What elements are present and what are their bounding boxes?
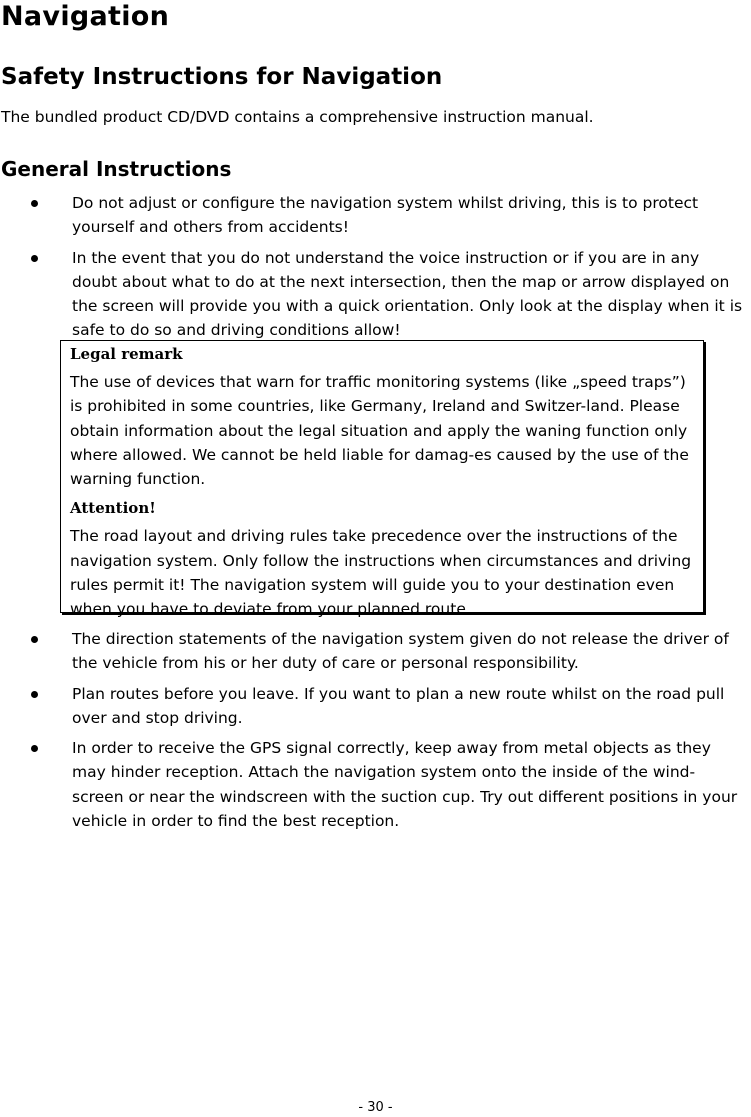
legal-remark-text: The use of devices that warn for traffic monitoring systems (like „speed traps”) is prohibited in some countries, like Germany, Ireland and Switzer-land. Please obtain information about the legal situation and apply the waning function only where allowed. We cannot be held liable for damag-es caused by the use of the warning function.	[70, 373, 689, 489]
instruction-text: The direction statements of the navigation system given do not release the driver of the vehicle from his or her duty of care or personal responsibility.	[72, 630, 729, 673]
list-item	[0, 627, 751, 676]
bullet-icon	[31, 255, 38, 262]
legal-remark-label: Legal remark	[70, 345, 183, 363]
instruction-text: Plan routes before you leave. If you want to plan a new route whilst on the road pull over and stop driving.	[72, 684, 725, 727]
instruction-text: In the event that you do not understand the voice instruction or if you are in any doubt about what to do at the next intersection, then the map or arrow displayed on the screen will provide you with a quick orientation. Only look at the display when it is safe to do so and driving conditions allow!	[72, 248, 743, 340]
list-item	[0, 191, 751, 240]
section-title: Safety Instructions for Navigation	[1, 64, 443, 90]
instruction-list	[0, 191, 751, 349]
page-title: Navigation	[1, 1, 170, 32]
subsection-title: General Instructions	[1, 157, 232, 181]
legal-notice-box	[60, 340, 704, 619]
instruction-text: Do not adjust or configure the navigation system whilst driving, this is to protect yourself and others from accidents!	[72, 194, 699, 237]
intro-text: The bundled product CD/DVD contains a comprehensive instruction manual.	[1, 108, 594, 126]
bullet-icon	[31, 691, 38, 698]
list-item	[0, 682, 751, 731]
attention-label: Attention!	[70, 499, 156, 518]
instruction-text: In order to receive the GPS signal correctly, keep away from metal objects as they may hinder reception. Attach the navigation system onto the inside of the wind-screen or near the windscreen with the suction cup. Try out different positions in your vehicle in order to find the best reception.	[72, 739, 738, 831]
bullet-icon	[31, 745, 38, 752]
list-item	[0, 736, 751, 833]
bullet-icon	[31, 636, 38, 643]
bullet-icon	[31, 200, 38, 207]
page-number: - 30 -	[358, 1100, 393, 1115]
list-item	[0, 246, 751, 343]
attention-text: The road layout and driving rules take precedence over the instructions of the navigation system. Only follow the instructions when circumstances and driving rules permit it! The navigation system will guide you to your destination even when you have to deviate from your planned route.	[70, 527, 692, 619]
instruction-list-continued	[0, 627, 751, 839]
